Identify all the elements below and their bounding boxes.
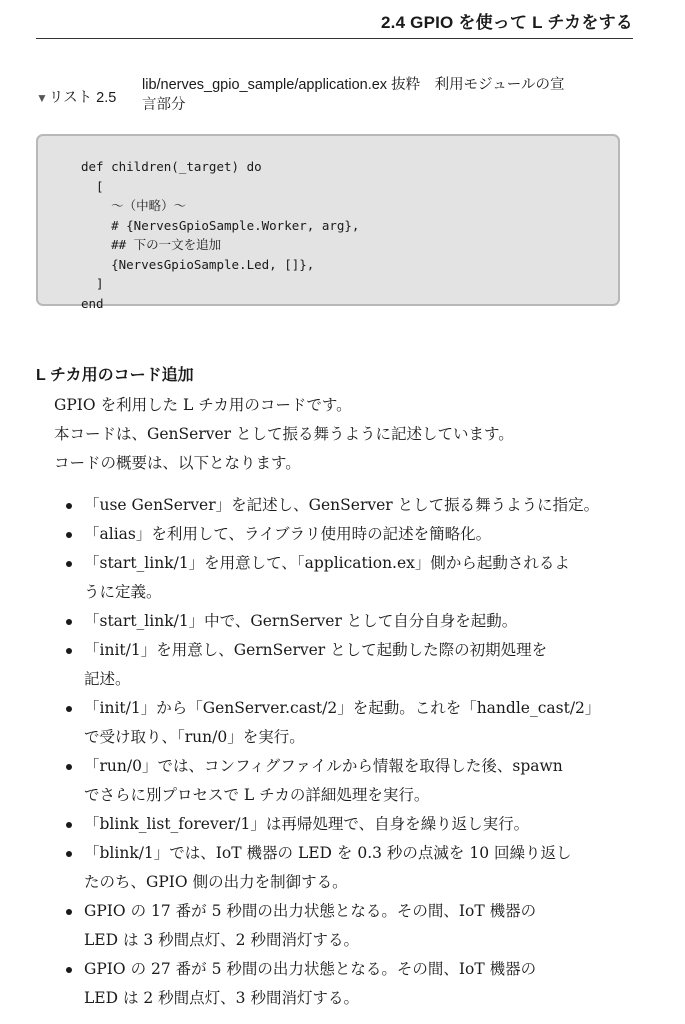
listing-caption-line: lib/nerves_gpio_sample/application.ex 抜粋 利用モジュールの宣 — [142, 77, 565, 93]
bullet-dot-icon — [66, 967, 72, 973]
bullet-list — [54, 491, 634, 1013]
bullet-dot-icon — [66, 619, 72, 625]
list-item-text: でさらに別プロセスで L チカの詳細処理を実行。 — [84, 786, 430, 804]
bullet-dot-icon — [66, 822, 72, 828]
list-item-text: 「blink_list_forever/1」は再帰処理で、自身を繰り返し実行。 — [84, 815, 530, 833]
header-rule — [36, 38, 633, 39]
list-item-text: LED は 3 秒間点灯、2 秒間消灯する。 — [84, 931, 359, 949]
list-item-text: 「use GenServer」を記述し、GenServer として振る舞うように指定。 — [84, 496, 600, 514]
list-item-text: 「init/1」から「GenServer.cast/2」を起動。これを「handle_cast/2」 — [84, 699, 601, 717]
list-item — [54, 955, 634, 1013]
running-head: 2.4 GPIO を使って L チカをする — [381, 13, 633, 32]
list-item-text: うに定義。 — [84, 583, 162, 601]
list-item — [54, 520, 634, 549]
list-item — [54, 636, 634, 694]
list-item — [54, 810, 634, 839]
paragraph: コードの概要は、以下となります。 — [54, 454, 301, 472]
code-block: def children(_target) do [ ～（中略）～ # {NervesGpioSample.Worker, arg}, ## 下の一文を追加 {NervesGpioSample.Led, []}, ] end — [81, 159, 360, 311]
bullet-dot-icon — [66, 532, 72, 538]
list-item — [54, 491, 634, 520]
list-item-text: 「blink/1」では、IoT 機器の LED を 0.3 秒の点滅を 10 回繰り返し — [84, 844, 572, 862]
paragraph: 本コードは、GenServer として振る舞うように記述しています。 — [54, 425, 514, 443]
list-item-text: 「run/0」では、コンフィグファイルから情報を取得した後、spawn — [84, 757, 563, 775]
list-item-text: GPIO の 27 番が 5 秒間の出力状態となる。その間、IoT 機器の — [84, 960, 537, 978]
bullet-dot-icon — [66, 561, 72, 567]
section-title: L チカ用のコード追加 — [36, 367, 194, 384]
list-item — [54, 549, 634, 607]
listing-caption-line: 言部分 — [142, 97, 186, 113]
bullet-dot-icon — [66, 909, 72, 915]
list-item — [54, 839, 634, 897]
list-item-text: で受け取り、「run/0」を実行。 — [84, 728, 305, 746]
triangle-down-icon: ▼ — [36, 91, 48, 105]
bullet-dot-icon — [66, 764, 72, 770]
list-item — [54, 897, 634, 955]
list-item-text: GPIO の 17 番が 5 秒間の出力状態となる。その間、IoT 機器の — [84, 902, 537, 920]
bullet-dot-icon — [66, 648, 72, 654]
list-item — [54, 607, 634, 636]
list-item-text: 「start_link/1」を用意して、「application.ex」側から起動されるよ — [84, 554, 570, 572]
list-item-text: たのち、GPIO 側の出力を制御する。 — [84, 873, 348, 891]
bullet-dot-icon — [66, 851, 72, 857]
list-item-text: 「start_link/1」中で、GernServer として自分自身を起動。 — [84, 612, 518, 630]
bullet-dot-icon — [66, 503, 72, 509]
bullet-dot-icon — [66, 706, 72, 712]
list-item-text: 「init/1」を用意し、GernServer として起動した際の初期処理を — [84, 641, 548, 659]
listing-caption-text — [142, 75, 634, 115]
listing-label — [36, 88, 116, 108]
list-item — [54, 694, 634, 752]
list-item-text: LED は 2 秒間点灯、3 秒間消灯する。 — [84, 989, 359, 1007]
list-item — [54, 752, 634, 810]
listing-label-text: リスト 2.5 — [48, 90, 117, 106]
section-paragraphs — [54, 391, 634, 478]
code-listing — [36, 134, 620, 311]
paragraph: GPIO を利用した L チカ用のコードです。 — [54, 396, 352, 414]
list-item-text: 「alias」を利用して、ライブラリ使用時の記述を簡略化。 — [84, 525, 492, 543]
list-item-text: 記述。 — [84, 670, 131, 688]
